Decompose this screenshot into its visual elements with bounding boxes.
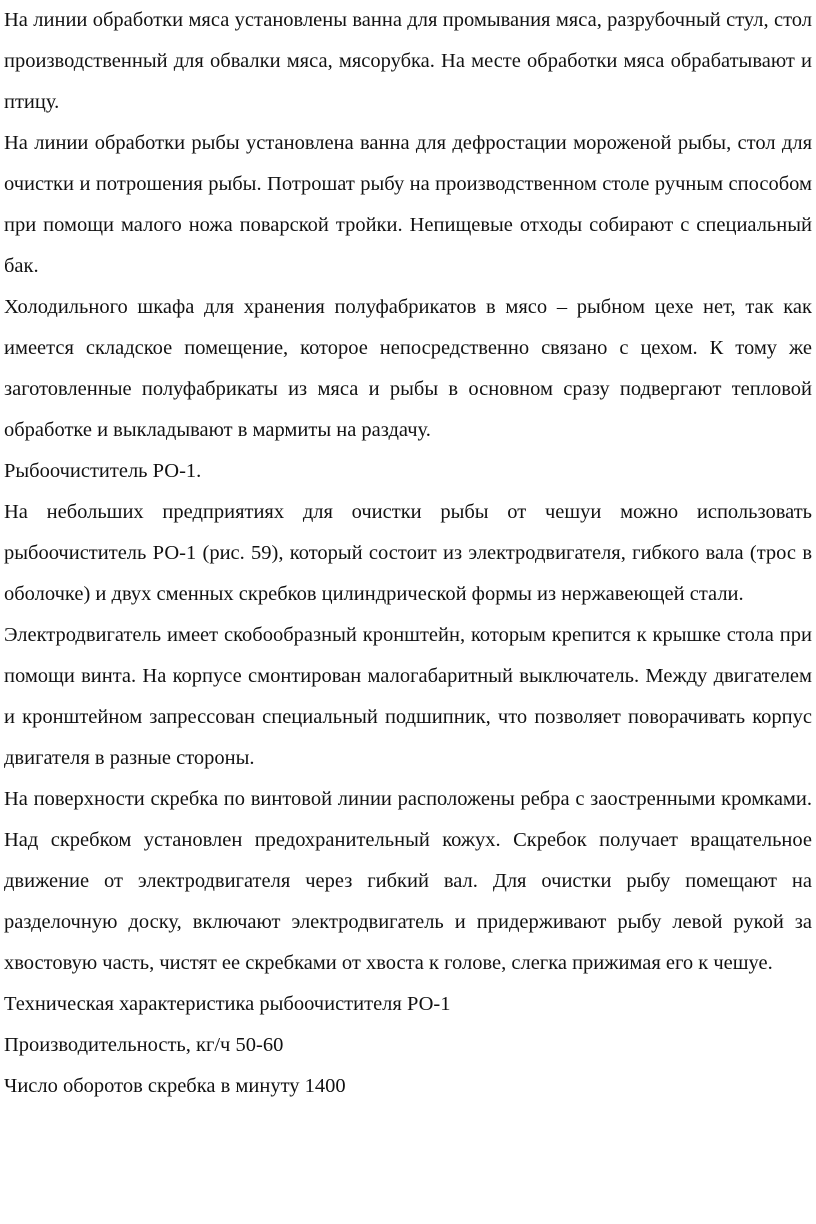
paragraph-scraper: На поверхности скребка по винтовой линии расположены ребра с заостренными кромками. Над скребком установлен предохранительный кожух. Скребок получает вращательное движение от электродвигателя через гибкий вал. Для очистки рыбу помещают на разделочную доску, включают электродвигатель и придерживают рыбу левой рукой за хвостовую часть, чистят ее скребками от хвоста к голове, слегка прижимая его к чешуе. xyxy=(4,788,812,974)
heading-specifications: Техническая характеристика рыбоочистителя РО-1 xyxy=(4,993,451,1015)
spec-productivity: Производительность, кг/ч 50-60 xyxy=(4,1034,284,1056)
paragraph-refrigeration: Холодильного шкафа для хранения полуфабрикатов в мясо – рыбном цехе нет, так как имеется складское помещение, которое непосредственно связано с цехом. К тому же заготовленные полуфабрикаты из мяса и рыбы в основном сразу подвергают тепловой обработке и выкладывают в мармиты на раздачу. xyxy=(4,296,812,441)
heading-fish-scaler: Рыбоочиститель РО-1. xyxy=(4,460,202,482)
paragraph-motor: Электродвигатель имеет скобообразный кронштейн, которым крепится к крышке стола при помощи винта. На корпусе смонтирован малогабаритный выключатель. Между двигателем и кронштейном запрессован специальный подшипник, что позволяет поворачивать корпус двигателя в разные стороны. xyxy=(4,624,812,769)
document-page xyxy=(4,0,812,1107)
paragraph-meat-line: На линии обработки мяса установлены ванна для промывания мяса, разрубочный стул, стол производственный для обвалки мяса, мясорубка. На месте обработки мяса обрабатывают и птицу. xyxy=(4,9,812,113)
spec-rotation-speed: Число оборотов скребка в минуту 1400 xyxy=(4,1075,346,1097)
paragraph-fish-line: На линии обработки рыбы установлена ванна для дефростации мороженой рыбы, стол для очистки и потрошения рыбы. Потрошат рыбу на производственном столе ручным способом при помощи малого ножа поварской тройки. Непищевые отходы собирают с специальный бак. xyxy=(4,132,812,277)
paragraph-scaler-description: На небольших предприятиях для очистки рыбы от чешуи можно использовать рыбоочиститель РО-1 (рис. 59), который состоит из электродвигателя, гибкого вала (трос в оболочке) и двух сменных скребков цилиндрической формы из нержавеющей стали. xyxy=(4,501,812,605)
